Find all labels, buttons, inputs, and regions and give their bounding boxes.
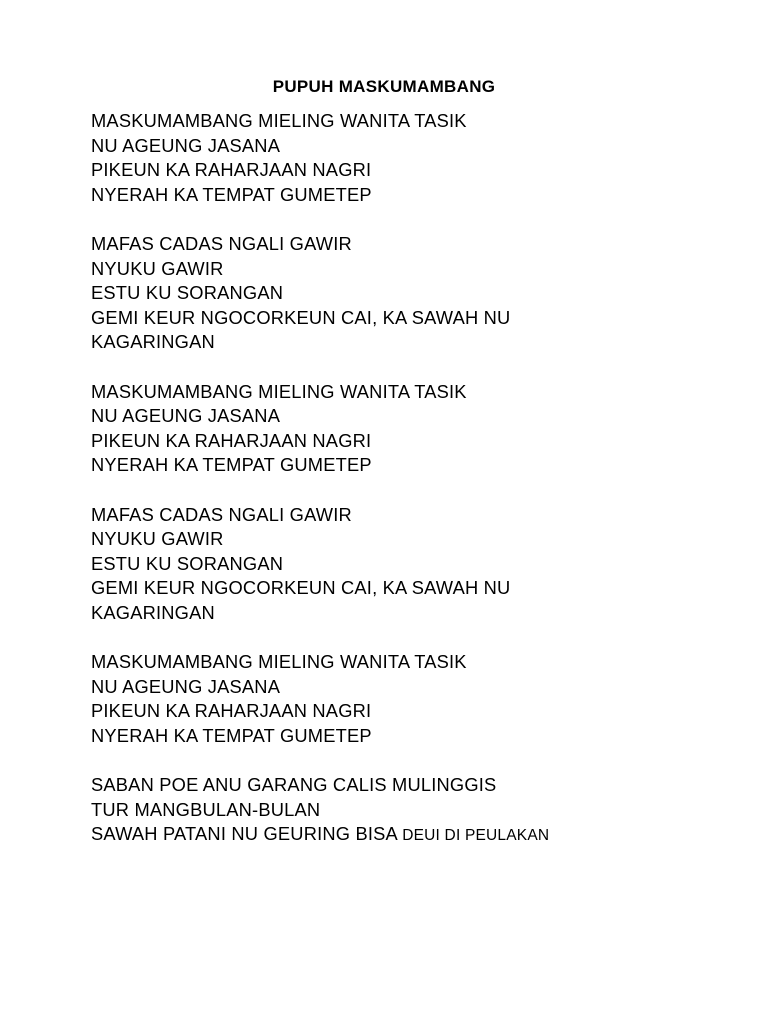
poem-line: MASKUMAMBANG MIELING WANITA TASIK — [91, 380, 467, 402]
stanza-3 — [91, 380, 731, 478]
poem-line: NYUKU GAWIR — [91, 257, 224, 279]
poem-line: SABAN POE ANU GARANG CALIS MULINGGIS — [91, 774, 497, 796]
poem-line: NYERAH KA TEMPAT GUMETEP — [91, 454, 372, 476]
poem-line: MASKUMAMBANG MIELING WANITA TASIK — [91, 651, 467, 673]
poem-line: PIKEUN KA RAHARJAAN NAGRI — [91, 700, 372, 722]
poem-line: ESTU KU SORANGAN — [91, 552, 284, 574]
stanza-2 — [91, 232, 731, 355]
poem-line: NU AGEUNG JASANA — [91, 405, 281, 427]
poem-line: KAGARINGAN — [91, 601, 215, 623]
poem-line-main: SAWAH PATANI NU GEURING BISA — [91, 823, 397, 845]
poem-line: PIKEUN KA RAHARJAAN NAGRI — [91, 159, 372, 181]
stanza-5 — [91, 650, 731, 748]
stanza-1 — [91, 109, 731, 207]
poem-line: MASKUMAMBANG MIELING WANITA TASIK — [91, 110, 467, 131]
poem-line: MAFAS CADAS NGALI GAWIR — [91, 503, 352, 525]
poem-line: MAFAS CADAS NGALI GAWIR — [91, 232, 352, 254]
poem-body — [91, 109, 731, 871]
poem-line: KAGARINGAN — [91, 331, 215, 353]
poem-line: TUR MANGBULAN-BULAN — [91, 798, 321, 820]
stanza-6 — [91, 773, 731, 847]
poem-line: NYERAH KA TEMPAT GUMETEP — [91, 724, 372, 746]
poem-line-last — [91, 822, 731, 847]
poem-line: ESTU KU SORANGAN — [91, 282, 284, 304]
poem-line: PIKEUN KA RAHARJAAN NAGRI — [91, 429, 372, 451]
poem-line: NYERAH KA TEMPAT GUMETEP — [91, 183, 372, 205]
poem-line: GEMI KEUR NGOCORKEUN CAI, KA SAWAH NU — [91, 577, 511, 599]
poem-line: NU AGEUNG JASANA — [91, 675, 281, 697]
poem-line: GEMI KEUR NGOCORKEUN CAI, KA SAWAH NU — [91, 306, 511, 328]
stanza-4 — [91, 503, 731, 626]
poem-line: NU AGEUNG JASANA — [91, 134, 281, 156]
document-title: PUPUH MASKUMAMBANG — [272, 77, 496, 96]
poem-line-tail: DEUI DI PEULAKAN — [402, 827, 550, 845]
poem-line: NYUKU GAWIR — [91, 528, 224, 550]
